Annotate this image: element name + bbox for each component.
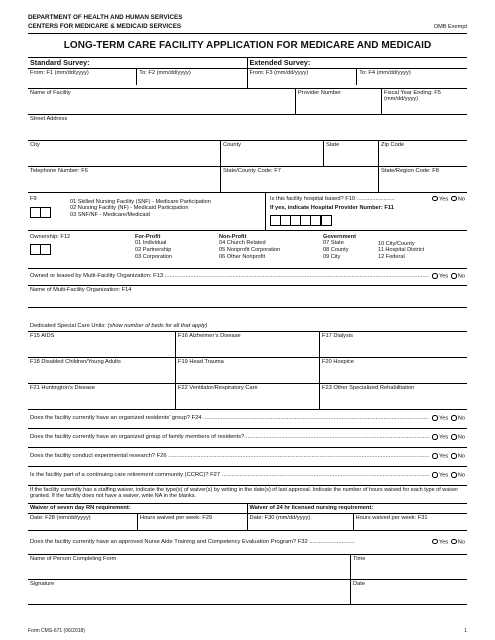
f25-no-label: No: [457, 434, 465, 441]
f22-ventilator-field[interactable]: F22 Ventilator/Respiratory Care: [176, 384, 320, 409]
person-completing-field[interactable]: Name of Person Completing Form: [28, 555, 351, 579]
licensed-waiver-title: Waiver of 24 hr licensed nursing requirement:: [249, 504, 374, 511]
agency-line-1: DEPARTMENT OF HEALTH AND HUMAN SERVICES: [28, 14, 183, 21]
f24-yes-radio[interactable]: [432, 415, 438, 421]
ownership-option-07: 07 State: [323, 240, 344, 247]
f9-option-03: 03 SNF/NF - Medicare/Medicaid: [70, 212, 150, 219]
f1-field[interactable]: From: F1 (mm/dd/yyyy): [28, 69, 137, 85]
f9-label: F9: [30, 195, 37, 202]
f9-options: [70, 196, 211, 220]
f9-code-boxes[interactable]: [30, 207, 50, 218]
f28-date-field[interactable]: Date: F28 (mm/dd/yyyy): [28, 514, 138, 530]
f30-date-field[interactable]: Date: F30 (mm/dd/yyyy): [248, 514, 354, 530]
f14-row: [28, 286, 467, 308]
f26-yes-radio[interactable]: [432, 453, 438, 459]
ownership-option-08: 08 County: [323, 247, 349, 254]
state-region-code-field[interactable]: State/Region Code: F8: [381, 167, 439, 174]
f13-yes-label: Yes: [438, 273, 449, 280]
ownership-option-06: 06 Other Nonprofit: [219, 254, 266, 261]
form-id: Form CMS-671 (06/2018): [28, 628, 85, 635]
street-address-field[interactable]: Street Address: [30, 115, 68, 122]
f26-yes-label: Yes: [438, 453, 449, 460]
f9-option-02: 02 Nursing Facility (NF) - Medicaid Participation: [70, 205, 189, 212]
f10-no-radio[interactable]: [451, 196, 457, 202]
agency-line-2: CENTERS FOR MEDICARE & MEDICAID SERVICES: [28, 22, 182, 30]
rn-waiver-title: Waiver of seven day RN requirement:: [30, 504, 131, 511]
signature-field[interactable]: Signature: [28, 580, 351, 604]
zip-field[interactable]: Zip Code: [381, 141, 405, 148]
city-field[interactable]: City: [28, 141, 221, 166]
f26-no-radio[interactable]: [451, 453, 457, 459]
ownership-option-02: 02 Partnership: [135, 247, 172, 254]
for-profit-title: For-Profit: [135, 233, 161, 240]
provider-number-field[interactable]: Provider Number: [296, 89, 382, 114]
government-options-a: [323, 234, 378, 268]
ownership-option-01: 01 Individual: [135, 240, 167, 247]
government-title: Government: [323, 233, 356, 240]
f27-no-label: No: [457, 472, 465, 479]
f10-yes-label: Yes: [438, 195, 449, 202]
state-field[interactable]: State: [324, 141, 379, 166]
f32-no-label: No: [457, 538, 465, 545]
waiver-intro: If the facility currently has a staffing waiver, indicate the type(s) of waiver(s) by writing in the date(s) of last approval. Indicate the number of hours waived for each type of waiver granted. If the facility does not have a waiver, write NA in the blanks.: [30, 486, 459, 499]
f32-no-radio[interactable]: [451, 539, 457, 545]
f27-yes-label: Yes: [438, 472, 449, 479]
f26-row: [28, 448, 467, 467]
hospital-based-block: [266, 193, 467, 230]
survey-section: [28, 58, 467, 89]
f4-field[interactable]: To: F4 (mm/dd/yyyy): [359, 69, 411, 76]
f31-hours-field[interactable]: Hours waived per week: F31: [355, 514, 428, 521]
f10-yes-radio[interactable]: [432, 196, 438, 202]
city-row: [28, 141, 467, 167]
facility-name-row: [28, 89, 467, 115]
ownership-option-04: 04 Church Related: [219, 240, 266, 247]
multi-facility-name-field[interactable]: Name of Multi-Facility Organization: F14: [30, 286, 132, 293]
rn-waiver-block: [28, 504, 248, 530]
ownership-option-09: 09 City: [323, 254, 341, 261]
waiver-section: [28, 504, 467, 531]
f10-no-label: No: [457, 195, 465, 202]
ownership-option-05: 05 Nonprofit Corporation: [219, 247, 281, 254]
f19-head-trauma-field[interactable]: F19 Head Trauma: [176, 358, 320, 383]
f25-yes-radio[interactable]: [432, 434, 438, 440]
top-rule: [28, 33, 467, 34]
government-options-b: [378, 234, 465, 268]
f3-field[interactable]: From: F3 (mm/dd/yyyy): [248, 69, 358, 85]
f27-yes-radio[interactable]: [432, 472, 438, 478]
ownership-section: [28, 231, 467, 269]
f12-code-boxes[interactable]: [30, 244, 50, 255]
f26-no-label: No: [457, 453, 465, 460]
extended-survey-title: Extended Survey:: [249, 57, 311, 67]
f24-yes-label: Yes: [438, 415, 449, 422]
f25-no-radio[interactable]: [451, 434, 457, 440]
f16-alzheimers-field[interactable]: F16 Alzheimer’s Disease: [176, 332, 320, 357]
ownership-option-12: 12 Federal: [378, 254, 405, 261]
fiscal-year-field[interactable]: Fiscal Year Ending: F5 (mm/dd/yyyy): [384, 89, 441, 103]
extended-survey: [248, 58, 468, 88]
telephone-field[interactable]: Telephone Number: F6: [28, 167, 221, 192]
standard-survey-title: Standard Survey:: [30, 57, 90, 67]
f27-row: [28, 467, 467, 486]
phone-row: [28, 167, 467, 193]
form-title: LONG-TERM CARE FACILITY APPLICATION FOR MEDICARE AND MEDICAID: [63, 40, 432, 51]
non-profit-title: Non-Profit: [219, 233, 247, 240]
f9-facility-type: [28, 193, 266, 230]
f24-question: Does the facility currently have an organized residents’ group? F24 .....: [30, 415, 429, 422]
state-county-code-field[interactable]: State/County Code: F7: [221, 167, 379, 192]
footer: [28, 629, 467, 635]
licensed-waiver-block: [248, 504, 468, 530]
ownership-option-11: 11 Hospital District: [378, 247, 425, 254]
signature-row: [28, 580, 467, 605]
f11-provider-boxes[interactable]: [270, 215, 331, 226]
f25-question: Does the facility currently have an organized group of family members of residents? .....: [30, 434, 429, 441]
omb-label: OMB Exempt: [433, 24, 467, 30]
f2-field[interactable]: To: F2 (mm/dd/yyyy): [139, 69, 191, 76]
f13-no-radio[interactable]: [451, 273, 457, 279]
f27-no-radio[interactable]: [451, 472, 457, 478]
facility-name-field[interactable]: Name of Facility: [28, 89, 296, 114]
f26-question: Does the facility conduct experimental research? F26 .....: [30, 453, 429, 460]
special-care-row-1: [28, 332, 467, 358]
f15-aids-field[interactable]: F15 AIDS: [28, 332, 176, 357]
for-profit-options: [135, 234, 219, 268]
f32-yes-label: Yes: [438, 538, 449, 545]
hospital-provider-label: If yes, indicate Hospital Provider Number: F11: [270, 205, 394, 212]
f21-huntingtons-field[interactable]: F21 Huntington’s Disease: [28, 384, 176, 409]
person-row: [28, 555, 467, 580]
f20-hospice-field[interactable]: F20 Hospice: [322, 358, 354, 365]
non-profit-options: [219, 234, 323, 268]
time-field[interactable]: Time: [353, 555, 366, 562]
waiver-intro-row: [28, 486, 467, 504]
standard-survey: [28, 58, 248, 88]
ownership-label: Ownership: F12: [30, 233, 71, 240]
ownership-option-03: 03 Corporation: [135, 254, 173, 261]
page-number: 1: [464, 628, 467, 635]
special-care-title: Dedicated Special Care Units: (show number of beds for all that apply): [30, 322, 208, 329]
f24-no-radio[interactable]: [451, 415, 457, 421]
f13-no-label: No: [457, 273, 465, 280]
special-care-row-3: [28, 384, 467, 410]
ownership-option-10: 10 City/County: [378, 240, 415, 247]
f25-row: [28, 429, 467, 448]
f32-yes-radio[interactable]: [432, 539, 438, 545]
f29-hours-field[interactable]: Hours waived per week: F29: [140, 514, 213, 521]
street-row: [28, 115, 467, 141]
f32-question: Does the facility currently have an approved Nurse Aide Training and Competency Evaluation Program? F32 ............................: [30, 538, 355, 545]
f17-dialysis-field[interactable]: F17 Dialysis: [322, 332, 353, 339]
agency-block: [28, 14, 467, 31]
f23-other-rehab-field[interactable]: F23 Other Specialized Rehabilitation: [322, 384, 415, 391]
special-care-header: [28, 308, 467, 332]
date-field[interactable]: Date: [353, 580, 366, 587]
f24-no-label: No: [457, 415, 465, 422]
f13-question: Owned or leased by Multi-Facility Organization: F13 .....: [30, 273, 429, 280]
f27-question: Is the facility part of a continuing care retirement community (CCRC)? F27 .....: [30, 472, 429, 479]
f13-row: [28, 269, 467, 286]
f9-option-01: 01 Skilled Nursing Facility (SNF) - Medicare Participation: [70, 198, 211, 205]
f18-disabled-children-field[interactable]: F18 Disabled Children/Young Adults: [28, 358, 176, 383]
f25-yes-label: Yes: [438, 434, 449, 441]
county-field[interactable]: County: [221, 141, 324, 166]
special-care-row-2: [28, 358, 467, 384]
hospital-based-question: Is this facility hospital based? F10 ........................: [270, 195, 395, 202]
f13-yes-radio[interactable]: [432, 273, 438, 279]
f9-section: [28, 193, 467, 231]
f24-row: [28, 410, 467, 429]
f32-row: [28, 531, 467, 555]
